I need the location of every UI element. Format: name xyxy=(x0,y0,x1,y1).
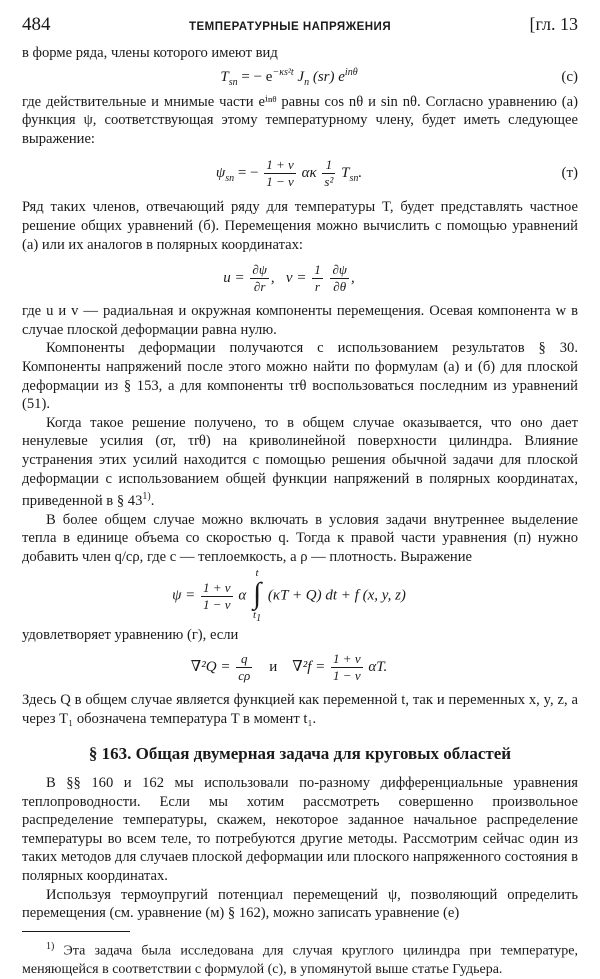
paragraph: В более общем случае можно включать в условия задачи внутреннее выделение тепла в единице объема со скоростью q. Тогда к правой части уравнения (п) нужно добавить член q/cρ, где c — теплоемкость, а ρ — плотность. Выражение xyxy=(22,511,578,565)
equation-c: $T_{sn}$ = − $e^{-\kappa s^2t}$ $J_n$ (sr) $e^{in\theta}$ (с) xyxy=(220,67,578,89)
equation-laplace: ∇²Q = $\frac{q}{c\rho}$ и ∇²f = $\frac{1 + \nu}{1 - \nu}$ αT. xyxy=(190,651,388,684)
paragraph: Здесь Q в общем случае является функцией как переменной t, так и переменных x, y, z, а через T₁ обозначена температура T в момент t₁. xyxy=(22,691,578,727)
paragraph: Используя термоупругий потенциал перемещений ψ, позволяющий определить перемещения (см. уравнение (м) § 162), можно записать уравнение (е) xyxy=(22,886,578,922)
paragraph: где действительные и мнимые части eⁱⁿᶿ равны cos nθ и sin nθ. Согласно уравнению (а) функция ψ, соответствующая этому температурному члену, будет иметь следующее выражение: xyxy=(22,93,578,147)
equation-label: (с) xyxy=(561,69,578,86)
paragraph: Компоненты деформации получаются с использованием результатов § 30. Компоненты напряжений после этого можно найти по формулам (а) и (б) для плоской деформации из § 153, а для компоненты τrθ воспользоваться последним из уравнений (51). xyxy=(22,340,578,413)
paragraph: где u и v — радиальная и окружная компоненты перемещения. Осевая компонента w в случае плоской деформации равна нулю. xyxy=(22,303,578,338)
paragraph: Ряд таких членов, отвечающий ряду для температуры T, будет представлять частное решение общих уравнений (б). Перемещения можно вычислить с помощью уравнений (а) или их аналогов в полярных координатах: xyxy=(22,199,578,253)
running-title: ТЕМПЕРАТУРНЫЕ НАПРЯЖЕНИЯ xyxy=(188,21,392,33)
footnote-divider xyxy=(22,931,130,932)
footnote-ref: 1) xyxy=(142,491,151,503)
equation-label: (т) xyxy=(561,164,578,181)
page-number: 484 xyxy=(22,14,51,35)
paragraph: В §§ 160 и 162 мы использовали по-разному дифференциальные уравнения теплопроводности. Если мы хотим рассмотреть совершенно произвольное распределение температуры, скажем, некоторое заданное начальное распределение температуры во всем теле, то потребуются другие методы. Рассмотрим сейчас один из таких методов для случаев плоской деформации или плоского напряженного состояния в полярных координатах. xyxy=(22,775,578,885)
paragraph: в форме ряда, члены которого имеют вид xyxy=(22,45,278,61)
page-header xyxy=(22,14,578,44)
section-heading: § 163. Общая двумерная задача для круговых областей xyxy=(88,744,512,764)
equation-t: $\psi_{sn}$ = − $\frac{1 + \nu}{1 - \nu}$ ακ $\frac{1}{\text{s²}}$ $T_{sn}$. (т) xyxy=(215,156,578,189)
integral-sign: t ∫ $t_1$ xyxy=(252,567,262,625)
equation-psi: ψ = $\frac{1 + \nu}{1 - \nu}$ α t ∫ $t_1$ (κT + Q) dt + f (x, y, z) xyxy=(172,567,406,625)
paragraph: Когда такое решение получено, то в общем случае оказывается, что оно дает ненулевые усилия (σr, τrθ) на криволинейной поверхности цилиндра. Влияние устранения этих усилий находится с помощью решения обычной задачи для плоской деформации с использованием общей функции напряжений в полярных координатах, приведенной в § 43$^{1)}$. xyxy=(22,414,578,509)
paragraph: удовлетворяет уравнению (г), если xyxy=(22,627,239,644)
equation-uv: u = $\frac{\partial\psi}{\partial r}$ , v = $\frac{1}{r}$ $\frac{\partial\psi}{\partial\theta}$ , xyxy=(223,261,355,294)
footnote: $^{1)}$ Эта задача была исследована для случая круглого цилиндра при температуре, меняющейся в соответствии с формулой (с), в упомянутой выше статье Гудьера. xyxy=(22,940,578,977)
chapter-ref: [гл. 13 xyxy=(529,14,578,34)
